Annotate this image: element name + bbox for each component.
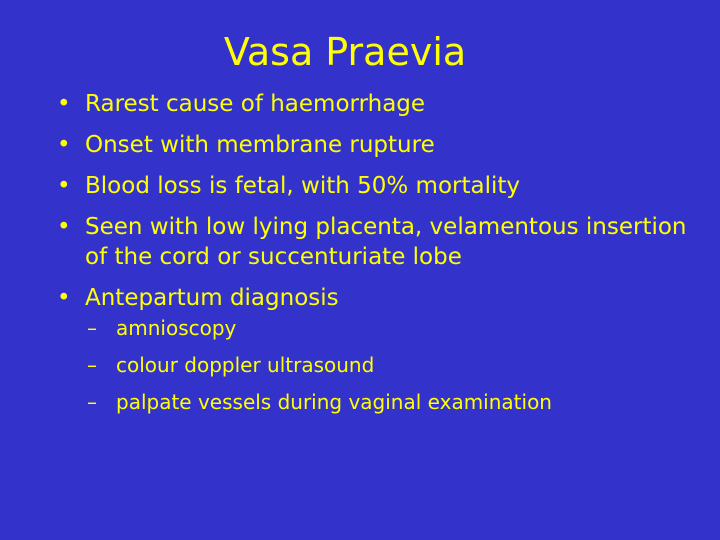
- sub-bullet-marker: –: [87, 390, 97, 414]
- sub-bullet-item: [85, 315, 697, 341]
- bullet-text: Seen with low lying placenta, velamentous insertion of the cord or succenturiate lobe: [85, 214, 687, 270]
- bullet-marker: •: [57, 214, 71, 240]
- bullet-text: Onset with membrane rupture: [85, 132, 435, 158]
- sub-bullet-text: palpate vessels during vaginal examination: [116, 390, 552, 414]
- bullet-item: [57, 283, 697, 415]
- bullet-marker: •: [57, 173, 71, 199]
- bullet-text: Blood loss is fetal, with 50% mortality: [85, 173, 521, 199]
- bullet-item: [57, 171, 697, 201]
- sub-bullet-marker: –: [87, 353, 97, 377]
- sub-bullet-item: [85, 352, 697, 378]
- sub-bullet-text: amnioscopy: [116, 316, 237, 340]
- sub-bullet-item: [85, 389, 697, 415]
- bullet-text: Rarest cause of haemorrhage: [85, 91, 426, 117]
- sub-bullet-marker: –: [87, 316, 97, 340]
- bullet-marker: •: [57, 132, 71, 158]
- bullet-list: [57, 89, 697, 426]
- slide-title: Vasa Praevia: [223, 30, 467, 74]
- bullet-text: Antepartum diagnosis: [85, 285, 339, 311]
- bullet-marker: •: [57, 285, 71, 311]
- sub-bullet-list: [85, 315, 697, 415]
- sub-bullet-text: colour doppler ultrasound: [116, 353, 375, 377]
- bullet-item: [57, 89, 697, 119]
- bullet-item: [57, 130, 697, 160]
- bullet-item: [57, 212, 697, 272]
- bullet-marker: •: [57, 91, 71, 117]
